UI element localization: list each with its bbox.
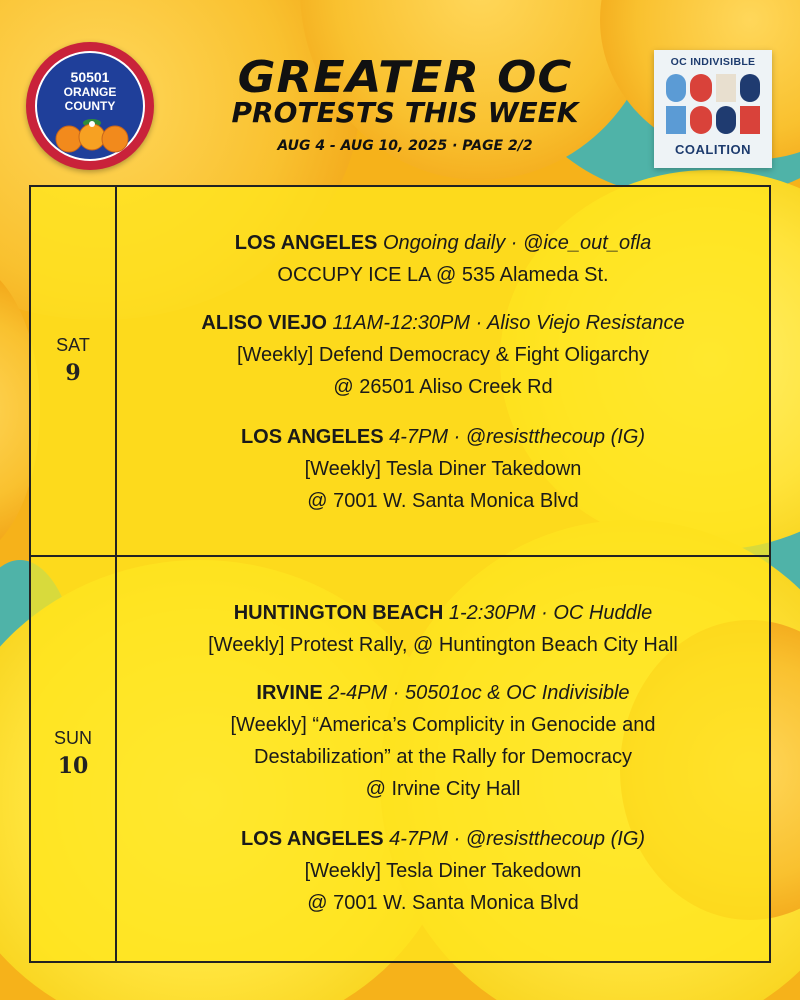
coalition-bottom-label: COALITION (675, 142, 751, 157)
header (150, 52, 660, 154)
day-events (117, 557, 769, 961)
event-detail: [Weekly] Defend Democracy & Fight Oligarchy (236, 344, 649, 366)
event-meta: 4-7PM · @resistthecoup (IG) (383, 828, 646, 850)
event-detail: [Weekly] Protest Rally, @ Huntington Beach City Hall (208, 634, 678, 656)
event-city: LOS ANGELES (240, 426, 384, 448)
page-title: GREATER OC (237, 52, 573, 103)
logo-line-1: 50501 (70, 69, 110, 85)
event-detail: [Weekly] “America’s Complicity in Genocide and (230, 714, 656, 736)
50501-orange-county-logo (26, 42, 154, 170)
event-meta: 2-4PM · 50501oc & OC Indivisible (322, 682, 630, 704)
event-meta: 1-2:30PM · OC Huddle (443, 602, 653, 624)
event-item (117, 597, 769, 661)
event-detail: @ 7001 W. Santa Monica Blvd (307, 892, 579, 914)
day-number: 10 (57, 753, 89, 779)
event-detail: [Weekly] Tesla Diner Takedown (304, 860, 582, 882)
event-item (117, 421, 769, 517)
event-city: IRVINE (256, 682, 323, 704)
event-meta: Ongoing daily · @ice_out_ofla (377, 232, 652, 254)
day-row-sunday (31, 557, 769, 961)
schedule-table (29, 185, 771, 963)
event-city: HUNTINGTON BEACH (233, 602, 444, 624)
coalition-shapes-icon (664, 72, 762, 138)
event-detail: @ 26501 Aliso Creek Rd (333, 376, 553, 398)
event-meta: 4-7PM · @resistthecoup (IG) (383, 426, 646, 448)
day-events (117, 187, 769, 555)
day-name: SAT (56, 335, 90, 355)
event-meta: 11AM-12:30PM · Aliso Viejo Resistance (327, 312, 685, 334)
event-city: LOS ANGELES (240, 828, 384, 850)
event-item (117, 307, 769, 403)
date-range: AUG 4 - AUG 10, 2025 · PAGE 2/2 (277, 138, 533, 154)
event-detail: @ Irvine City Hall (365, 778, 521, 800)
event-detail: [Weekly] Tesla Diner Takedown (304, 458, 582, 480)
event-item (117, 227, 769, 291)
logo-line-2: ORANGE (63, 85, 117, 99)
day-number: 9 (65, 360, 81, 386)
oc-indivisible-coalition-logo (654, 50, 772, 168)
event-item (117, 823, 769, 919)
coalition-top-label: OC INDIVISIBLE (670, 56, 756, 68)
day-row-saturday (31, 187, 769, 557)
event-city: ALISO VIEJO (201, 312, 327, 334)
day-cell (31, 557, 117, 961)
oranges-icon (47, 115, 137, 155)
event-item (117, 677, 769, 805)
event-detail: @ 7001 W. Santa Monica Blvd (307, 490, 579, 512)
logo-line-3: COUNTY (64, 99, 116, 113)
day-name: SUN (53, 728, 92, 748)
event-detail: OCCUPY ICE LA @ 535 Alameda St. (277, 264, 609, 286)
event-detail: Destabilization” at the Rally for Democracy (254, 746, 632, 768)
day-cell (31, 187, 117, 555)
event-city: LOS ANGELES (234, 232, 378, 254)
page-subtitle: PROTESTS THIS WEEK (231, 96, 579, 129)
